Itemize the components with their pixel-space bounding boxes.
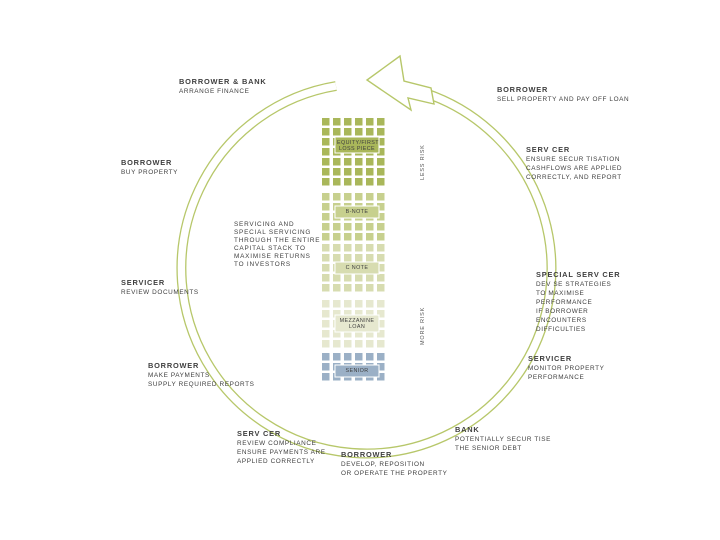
senior-square: [333, 353, 341, 361]
more-risk-label: MORE RISK: [420, 306, 426, 345]
mezz-square: [322, 310, 330, 318]
label-line: TO MAXIMISE: [536, 290, 585, 297]
mezz-square: [377, 340, 385, 348]
label-servicer-compliance: [237, 429, 326, 466]
equity-square: [366, 118, 374, 126]
bnote-square: [344, 233, 352, 241]
bnote-square: [322, 223, 330, 231]
label-line: SUPPLY REQUIRED REPORTS: [148, 381, 255, 388]
equity-square: [322, 168, 330, 176]
equity-square: [322, 148, 330, 156]
cnote-square: [344, 254, 352, 262]
cnote-square: [377, 274, 385, 282]
mezz-square: [355, 300, 363, 308]
label-line: MONITOR PROPERTY: [528, 365, 605, 372]
equity-square: [322, 118, 330, 126]
equity-square: [322, 178, 330, 186]
cnote-square: [377, 284, 385, 292]
mezz-square: [355, 340, 363, 348]
equity-square: [377, 158, 385, 166]
label-line: CORRECTLY, AND REPORT: [526, 174, 622, 181]
label-title: SERVICER: [121, 278, 166, 287]
equity-square: [366, 158, 374, 166]
bnote-square: [377, 193, 385, 201]
label-line: DEV SE STRATEGIES: [536, 281, 612, 288]
label-borrower-payments: [148, 361, 255, 389]
bnote-square: [322, 213, 330, 221]
mezz-square: [333, 300, 341, 308]
mezz-square: [322, 340, 330, 348]
equity-square: [355, 118, 363, 126]
label-title: BORROWER: [341, 450, 393, 459]
label-line: SELL PROPERTY AND PAY OFF LOAN: [497, 96, 630, 103]
label-line: THE SENIOR DEBT: [455, 445, 522, 452]
label-borrower-sell: [497, 85, 629, 104]
bnote-square: [377, 223, 385, 231]
equity-square: [333, 158, 341, 166]
equity-tag: [337, 140, 377, 152]
label-line: REVIEW COMPLIANCE: [237, 440, 317, 447]
equity-square: [344, 128, 352, 136]
bnote-square: [377, 233, 385, 241]
bnote-square: [333, 193, 341, 201]
equity-square: [355, 178, 363, 186]
label-title: SPECIAL SERV CER: [536, 270, 621, 279]
cnote-square: [333, 244, 341, 252]
cnote-square: [322, 284, 330, 292]
label-line: ENSURE PAYMENTS ARE: [237, 449, 326, 456]
cnote-square: [333, 274, 341, 282]
equity-square: [322, 128, 330, 136]
senior-square: [322, 353, 330, 361]
senior-tag-text: SENIOR: [345, 368, 369, 374]
mezz-tag-text: MEZZANINE LOAN: [339, 318, 375, 330]
equity-square: [355, 158, 363, 166]
senior-square: [322, 363, 330, 371]
equity-square: [377, 178, 385, 186]
bnote-square: [333, 233, 341, 241]
label-title: BORROWER: [121, 158, 173, 167]
label-line: BUY PROPERTY: [121, 169, 179, 176]
label-title: SERVICER: [528, 354, 573, 363]
label-line: IF BORROWER: [536, 308, 589, 315]
cnote-square: [366, 254, 374, 262]
equity-square: [333, 128, 341, 136]
cnote-square: [366, 244, 374, 252]
center-line-2: SPECIAL SERVICING: [234, 229, 312, 236]
bnote-square: [366, 193, 374, 201]
equity-tag-text: EQUITY/FIRST LOSS PIECE: [337, 140, 379, 152]
less-risk-label: LESS RISK: [420, 144, 426, 180]
equity-square: [377, 168, 385, 176]
bnote-square: [322, 203, 330, 211]
equity-square: [322, 158, 330, 166]
label-borrower-buy: [121, 158, 178, 177]
bnote-square: [355, 223, 363, 231]
label-line: OR OPERATE THE PROPERTY: [341, 470, 448, 477]
cnote-square: [355, 244, 363, 252]
equity-square: [366, 128, 374, 136]
cnote-square: [322, 274, 330, 282]
label-line: DIFFICULTIES: [536, 326, 586, 333]
mezz-square: [322, 300, 330, 308]
label-line: PERFORMANCE: [536, 299, 593, 306]
cnote-square: [355, 274, 363, 282]
senior-square: [355, 353, 363, 361]
equity-square: [355, 128, 363, 136]
senior-square: [322, 373, 330, 381]
mezz-square: [333, 340, 341, 348]
bnote-square: [366, 233, 374, 241]
bnote-square: [322, 233, 330, 241]
equity-square: [333, 118, 341, 126]
bnote-tag-text: B-NOTE: [345, 209, 369, 215]
cnote-square: [333, 284, 341, 292]
bnote-square: [322, 193, 330, 201]
mezz-square: [344, 340, 352, 348]
cnote-square: [377, 244, 385, 252]
cnote-square: [344, 274, 352, 282]
bnote-square: [344, 223, 352, 231]
equity-square: [366, 168, 374, 176]
label-line: ARRANGE FINANCE: [179, 88, 250, 95]
bnote-square: [366, 223, 374, 231]
cnote-square: [333, 254, 341, 262]
label-line: ENCOUNTERS: [536, 317, 587, 324]
label-line: DEVELOP, REPOSITION: [341, 461, 425, 468]
mezz-square: [366, 300, 374, 308]
label-title: SERV CER: [237, 429, 282, 438]
senior-square: [366, 353, 374, 361]
cnote-square: [366, 274, 374, 282]
equity-square: [377, 118, 385, 126]
bnote-square: [355, 233, 363, 241]
label-title: BORROWER & BANK: [179, 77, 267, 86]
mezz-square: [322, 330, 330, 338]
cnote-square: [366, 284, 374, 292]
cnote-square: [322, 244, 330, 252]
cnote-square: [377, 254, 385, 262]
center-line-4: CAPITAL STACK TO: [234, 245, 306, 252]
label-line: REVIEW DOCUMENTS: [121, 289, 199, 296]
label-title: BANK: [455, 425, 480, 434]
label-line: POTENTIALLY SECUR TISE: [455, 436, 551, 443]
label-servicer-ensure: [526, 145, 622, 182]
label-servicer-monitor: [528, 354, 604, 382]
cnote-square: [344, 284, 352, 292]
center-line-1: SERVICING AND: [234, 221, 295, 228]
mezz-square: [322, 320, 330, 328]
center-description: [234, 221, 320, 269]
equity-square: [355, 168, 363, 176]
cnote-tag-text: C NOTE: [345, 265, 369, 271]
equity-square: [344, 158, 352, 166]
label-special-servicer: [536, 270, 620, 334]
bnote-tag: [337, 209, 377, 215]
equity-square: [333, 168, 341, 176]
label-line: MAKE PAYMENTS: [148, 372, 210, 379]
bnote-square: [344, 193, 352, 201]
equity-square: [366, 178, 374, 186]
label-servicer-review: [121, 278, 199, 297]
label-borrower-bank: [179, 77, 267, 96]
center-line-3: THROUGH THE ENTIRE: [234, 237, 321, 244]
center-line-5: MAXIMISE RETURNS: [234, 253, 311, 260]
bnote-square: [333, 223, 341, 231]
bnote-square: [355, 193, 363, 201]
label-line: ENSURE SECUR TISATION: [526, 156, 621, 163]
equity-square: [344, 178, 352, 186]
equity-square: [333, 178, 341, 186]
label-bank-securitise: [455, 425, 551, 453]
label-title: BORROWER: [497, 85, 549, 94]
mezz-square: [366, 340, 374, 348]
senior-tag: [337, 368, 377, 374]
mezz-tag: [337, 318, 377, 330]
label-line: APPLIED CORRECTLY: [237, 458, 315, 465]
cnote-square: [355, 284, 363, 292]
senior-square: [344, 353, 352, 361]
equity-square: [344, 168, 352, 176]
cnote-tag: [337, 265, 377, 271]
cnote-square: [322, 264, 330, 272]
senior-square: [377, 353, 385, 361]
center-line-6: TO INVESTORS: [234, 261, 291, 268]
cnote-square: [355, 254, 363, 262]
mezz-square: [344, 300, 352, 308]
label-title: BORROWER: [148, 361, 200, 370]
label-borrower-develop: [341, 450, 447, 478]
cnote-square: [344, 244, 352, 252]
mezz-square: [377, 300, 385, 308]
equity-square: [377, 128, 385, 136]
equity-square: [322, 138, 330, 146]
label-line: CASHFLOWS ARE APPLIED: [526, 165, 623, 172]
label-line: PERFORMANCE: [528, 374, 585, 381]
label-title: SERV CER: [526, 145, 571, 154]
equity-square: [344, 118, 352, 126]
cnote-square: [322, 254, 330, 262]
